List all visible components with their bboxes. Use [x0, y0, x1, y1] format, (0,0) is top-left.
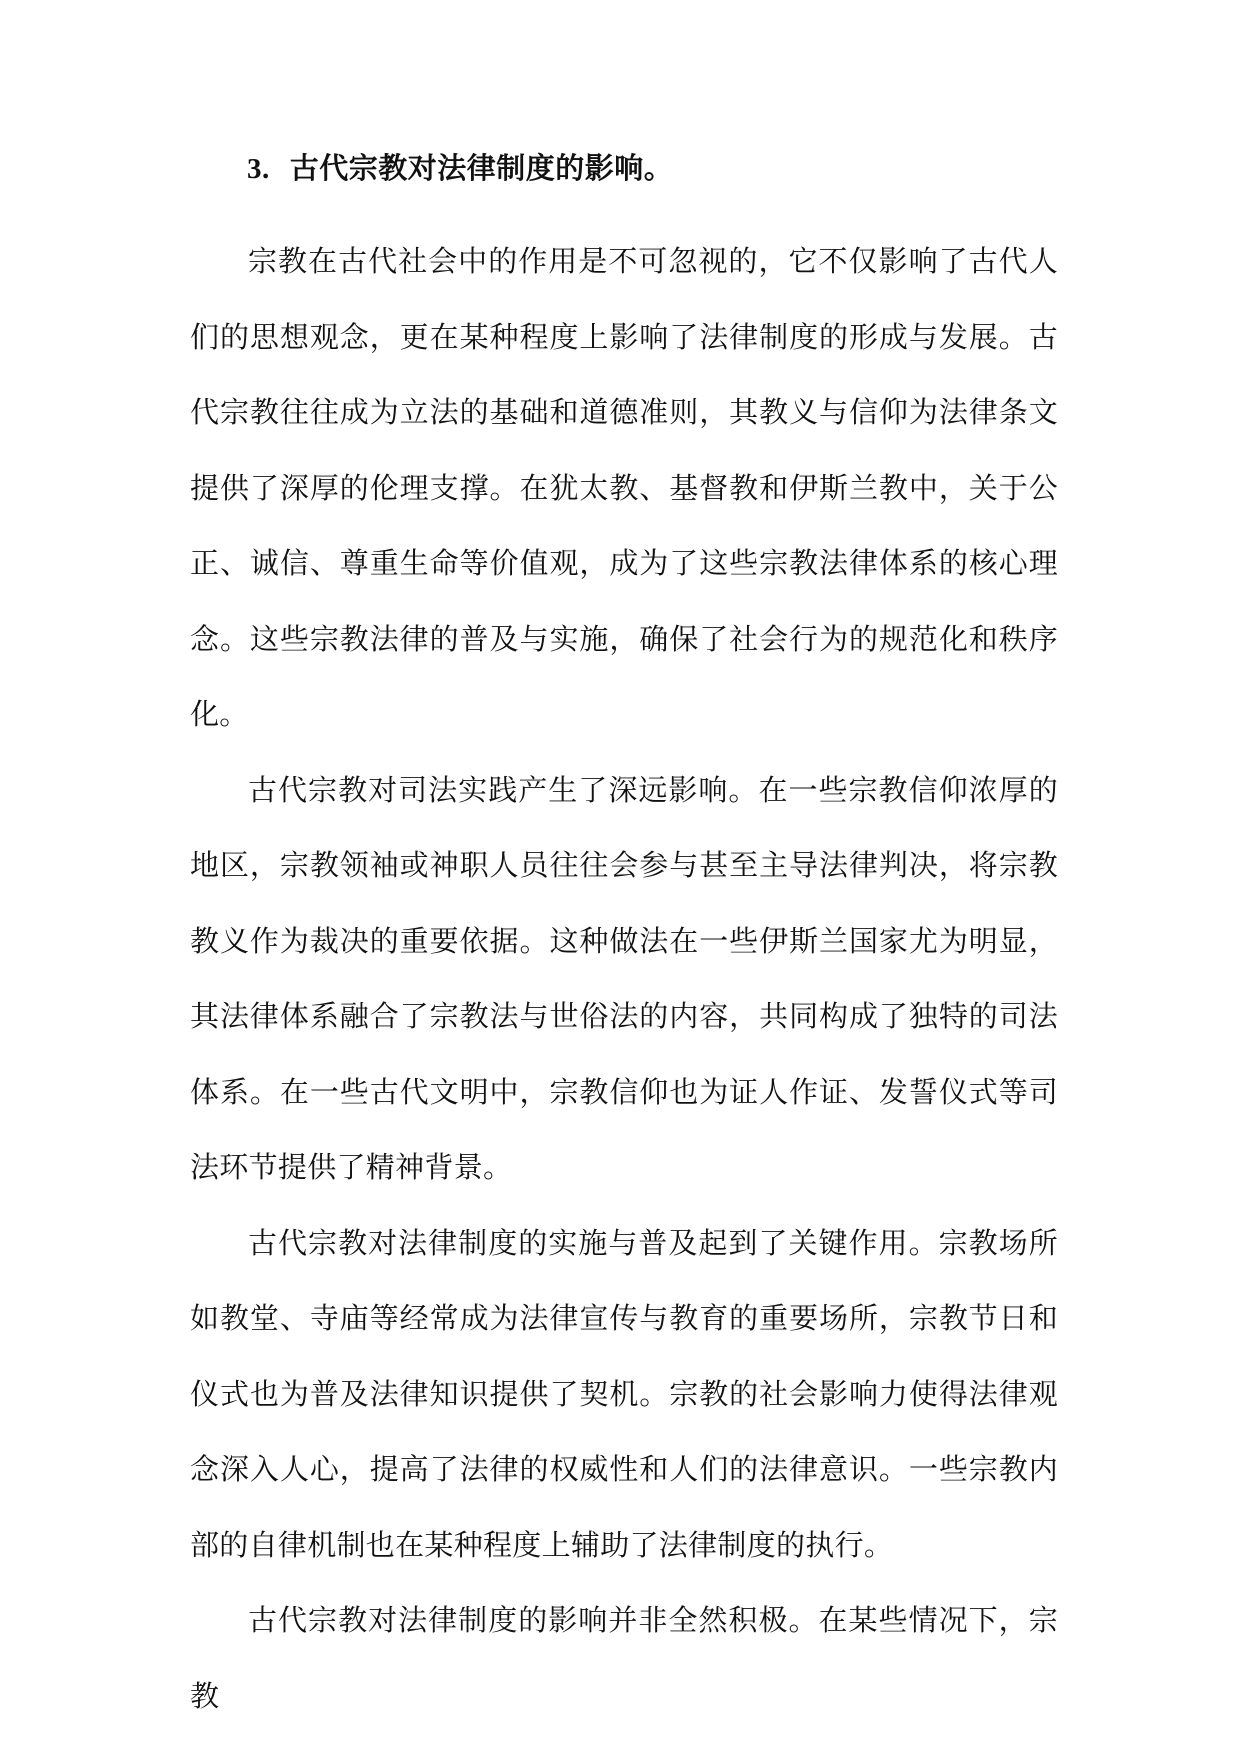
- section-heading: [247, 148, 673, 189]
- paragraph-2: 古代宗教对司法实践产生了深远影响。在一些宗教信仰浓厚的地区，宗教领袖或神职人员往往会参与甚至主导法律判决，将宗教教义作为裁决的重要依据。这种做法在一些伊斯兰国家尤为明显，其法律体系融合了宗教法与世俗法的内容，共同构成了独特的司法体系。在一些古代文明中，宗教信仰也为证人作证、发誓仪式等司法环节提供了精神背景。: [190, 772, 1058, 1184]
- body-text: [190, 224, 1058, 1734]
- section-title: 古代宗教对法律制度的影响。: [289, 151, 674, 185]
- paragraph-4: 古代宗教对法律制度的影响并非全然积极。在某些情况下，宗教: [190, 1603, 1058, 1713]
- paragraph-3: 古代宗教对法律制度的实施与普及起到了关键作用。宗教场所如教堂、寺庙等经常成为法律宣传与教育的重要场所，宗教节日和仪式也为普及法律知识提供了契机。宗教的社会影响力使得法律观念深入人心，提高了法律的权威性和人们的法律意识。一些宗教内部的自律机制也在某种程度上辅助了法律制度的执行。: [190, 1225, 1058, 1562]
- section-number: 3.: [247, 153, 270, 185]
- paragraph-1: 宗教在古代社会中的作用是不可忽视的，它不仅影响了古代人们的思想观念，更在某种程度上影响了法律制度的形成与发展。古代宗教往往成为立法的基础和道德准则，其教义与信仰为法律条文提供了深厚的伦理支撑。在犹太教、基督教和伊斯兰教中，关于公正、诚信、尊重生命等价值观，成为了这些宗教法律体系的核心理念。这些宗教法律的普及与实施，确保了社会行为的规范化和秩序化。: [190, 244, 1058, 731]
